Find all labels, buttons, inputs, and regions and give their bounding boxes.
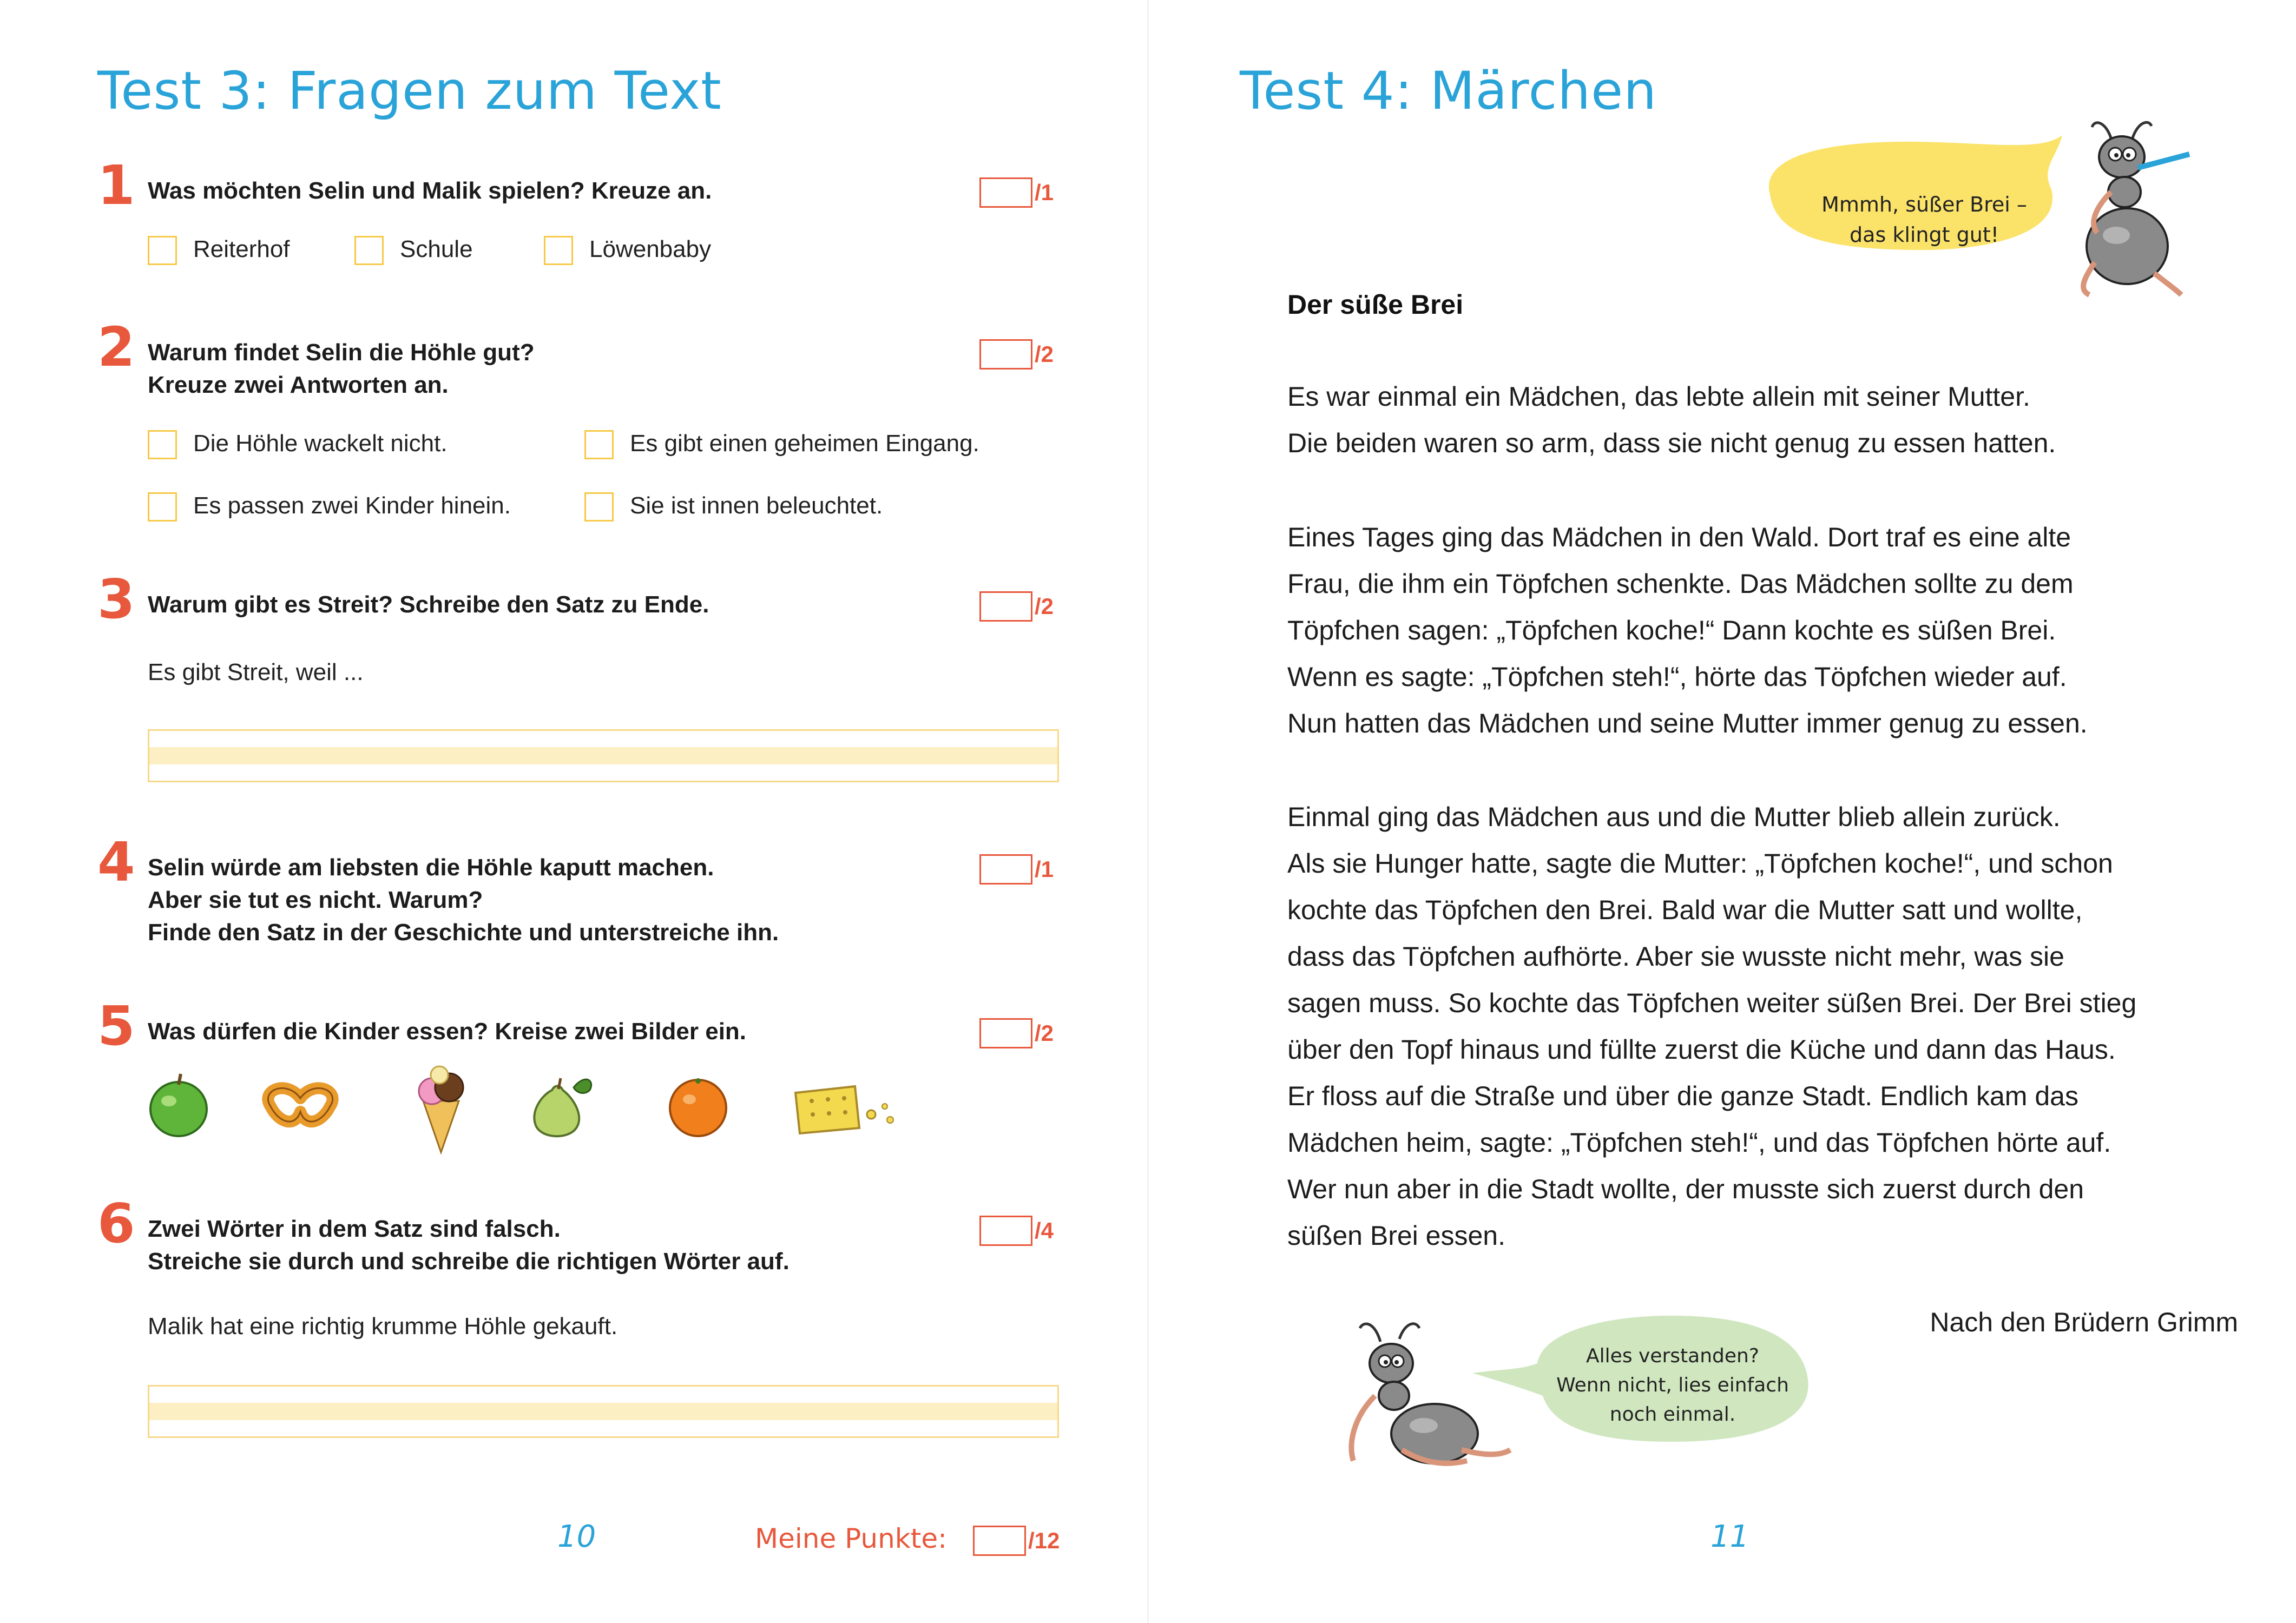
checkbox[interactable]	[544, 236, 573, 265]
option-label: Die Höhle wackelt nicht.	[193, 430, 448, 457]
question-line: Warum gibt es Streit? Schreibe den Satz zu Ende.	[148, 591, 709, 618]
story-line: Als sie Hunger hatte, sagte die Mutter: „Töpfchen koche!“, und schon	[1287, 848, 2113, 879]
question-text	[148, 337, 535, 401]
cracker-icon[interactable]	[790, 1077, 904, 1142]
total-score-box[interactable]	[973, 1526, 1026, 1556]
score-box[interactable]	[979, 1018, 1032, 1048]
checkbox[interactable]	[584, 430, 614, 459]
option-label: Es gibt einen geheimen Eingang.	[630, 430, 979, 457]
bubble-line: Wenn nicht, lies einfach	[1556, 1374, 1789, 1396]
story-source: Nach den Brüdern Grimm	[1930, 1307, 2238, 1337]
checkbox[interactable]	[584, 492, 614, 522]
bubble-line: Alles verstanden?	[1586, 1345, 1759, 1367]
option-label: Es passen zwei Kinder hinein.	[193, 492, 511, 519]
question-line: Finde den Satz in der Geschichte und unterstreiche ihn.	[148, 919, 779, 946]
score-max: /1	[1035, 180, 1054, 205]
page-title: Test 4: Märchen	[1240, 61, 1657, 121]
story-line: Frau, die ihm ein Töpfchen schenkte. Das Mädchen sollte zu dem	[1287, 569, 2074, 599]
score-box[interactable]	[979, 854, 1032, 885]
pretzel-icon[interactable]	[254, 1074, 346, 1139]
option-label: Sie ist innen beleuchtet.	[630, 492, 883, 519]
score-box[interactable]	[979, 591, 1032, 622]
story-line: kochte das Töpfchen den Brei. Bald war die Mutter satt und wollte,	[1287, 895, 2083, 925]
bubble-top-text	[1781, 189, 2068, 250]
option-zwei-kinder[interactable]	[148, 491, 511, 522]
score-max: /1	[1035, 856, 1054, 882]
story-paragraph-2	[1287, 514, 2088, 747]
score-field[interactable]	[979, 1018, 1054, 1048]
story-line: Mädchen heim, sagte: „Töpfchen steh!“, und das Töpfchen hörte auf.	[1287, 1127, 2111, 1158]
bubble-line: das klingt gut!	[1850, 223, 1999, 247]
question-number: 5	[97, 994, 135, 1058]
option-label: Reiterhof	[193, 236, 290, 262]
score-max: /2	[1035, 593, 1054, 619]
story-paragraph-1	[1287, 373, 2056, 466]
page-title: Test 3: Fragen zum Text	[97, 61, 722, 121]
option-label: Schule	[400, 236, 473, 262]
question-line: Was möchten Selin und Malik spielen? Kreuze an.	[148, 177, 712, 204]
writing-lines[interactable]	[148, 1385, 1059, 1438]
score-max: /2	[1035, 341, 1054, 367]
ant-mascot-icon	[2073, 116, 2246, 300]
total-label: Meine Punkte:	[755, 1523, 947, 1554]
orange-icon[interactable]	[666, 1071, 731, 1139]
option-geheimer-eingang[interactable]	[584, 428, 979, 459]
question-text	[148, 175, 712, 207]
question-line: Kreuze zwei Antworten an.	[148, 372, 449, 398]
story-title: Der süße Brei	[1287, 289, 1464, 320]
question-text	[148, 1015, 746, 1048]
checkbox[interactable]	[354, 236, 384, 265]
bubble-line: Mmmh, süßer Brei –	[1821, 193, 2027, 216]
question-text	[148, 589, 709, 621]
answer-prompt: Malik hat eine richtig krumme Höhle gekauft.	[148, 1313, 618, 1340]
bubble-line: noch einmal.	[1609, 1403, 1736, 1426]
score-box[interactable]	[979, 339, 1032, 370]
right-page	[1148, 0, 2295, 1623]
option-schule[interactable]	[354, 234, 473, 265]
ice-cream-icon[interactable]	[411, 1063, 471, 1155]
story-line: süßen Brei essen.	[1287, 1220, 1505, 1251]
score-box[interactable]	[979, 1216, 1032, 1246]
story-line: Die beiden waren so arm, dass sie nicht genug zu essen hatten.	[1287, 428, 2056, 458]
score-field[interactable]	[979, 177, 1054, 208]
score-max: /4	[1035, 1218, 1054, 1243]
story-line: Es war einmal ein Mädchen, das lebte allein mit seiner Mutter.	[1287, 381, 2030, 412]
checkbox[interactable]	[148, 492, 177, 522]
option-loewenbaby[interactable]	[544, 234, 711, 265]
question-text	[148, 1213, 790, 1278]
question-number: 3	[97, 568, 135, 631]
score-max: /2	[1035, 1020, 1054, 1046]
score-field[interactable]	[979, 854, 1054, 885]
question-number: 1	[97, 154, 135, 217]
checkbox[interactable]	[148, 236, 177, 265]
score-field[interactable]	[979, 1216, 1054, 1246]
question-number: 4	[97, 830, 135, 894]
apple-icon[interactable]	[146, 1068, 211, 1139]
option-hoehle-wackelt[interactable]	[148, 428, 448, 459]
total-score	[755, 1523, 1060, 1556]
food-pictures	[146, 1068, 904, 1160]
story-line: Wer nun aber in die Stadt wollte, der musste sich zuerst durch den	[1287, 1174, 2084, 1204]
pear-icon[interactable]	[525, 1068, 601, 1142]
question-line: Warum findet Selin die Höhle gut?	[148, 339, 535, 366]
checkbox[interactable]	[148, 430, 177, 459]
score-field[interactable]	[979, 339, 1054, 370]
page-number: 11	[1711, 1519, 1749, 1554]
total-max: /12	[1028, 1527, 1060, 1553]
question-text	[148, 852, 779, 949]
question-line: Streiche sie durch und schreibe die richtigen Wörter auf.	[148, 1248, 790, 1275]
story-line: Einmal ging das Mädchen aus und die Mutter blieb allein zurück.	[1287, 802, 2061, 832]
story-line: dass das Töpfchen aufhörte. Aber sie wusste nicht mehr, was sie	[1287, 941, 2064, 972]
question-number: 2	[97, 315, 135, 379]
story-line: sagen muss. So kochte das Töpfchen weiter süßen Brei. Der Brei stieg	[1287, 988, 2137, 1018]
option-beleuchtet[interactable]	[584, 491, 883, 522]
question-line: Aber sie tut es nicht. Warum?	[148, 887, 483, 913]
option-label: Löwenbaby	[589, 236, 712, 262]
question-line: Was dürfen die Kinder essen? Kreise zwei Bilder ein.	[148, 1018, 747, 1045]
writing-lines[interactable]	[148, 729, 1059, 782]
score-field[interactable]	[979, 591, 1054, 622]
story-paragraph-3	[1287, 794, 2136, 1259]
story-line: Wenn es sagte: „Töpfchen steh!“, hörte das Töpfchen wieder auf.	[1287, 662, 2067, 692]
story-line: Töpfchen sagen: „Töpfchen koche!“ Dann kochte es süßen Brei.	[1287, 615, 2056, 645]
story-line: Nun hatten das Mädchen und seine Mutter immer genug zu essen.	[1287, 708, 2088, 738]
question-number: 6	[97, 1192, 135, 1255]
question-line: Zwei Wörter in dem Satz sind falsch.	[148, 1216, 561, 1242]
answer-prompt: Es gibt Streit, weil ...	[148, 659, 364, 685]
page-number: 10	[557, 1519, 596, 1554]
option-reiterhof[interactable]	[148, 234, 290, 265]
question-line: Selin würde am liebsten die Höhle kaputt machen.	[148, 854, 714, 881]
score-box[interactable]	[979, 177, 1032, 208]
story-line: Eines Tages ging das Mädchen in den Wald. Dort traf es eine alte	[1287, 522, 2071, 552]
bubble-bottom-text	[1537, 1342, 1808, 1429]
story-line: über den Topf hinaus und füllte zuerst die Küche und dann das Haus.	[1287, 1034, 2116, 1065]
story-line: Er floss auf die Straße und über die ganze Stadt. Endlich kam das	[1287, 1081, 2078, 1111]
